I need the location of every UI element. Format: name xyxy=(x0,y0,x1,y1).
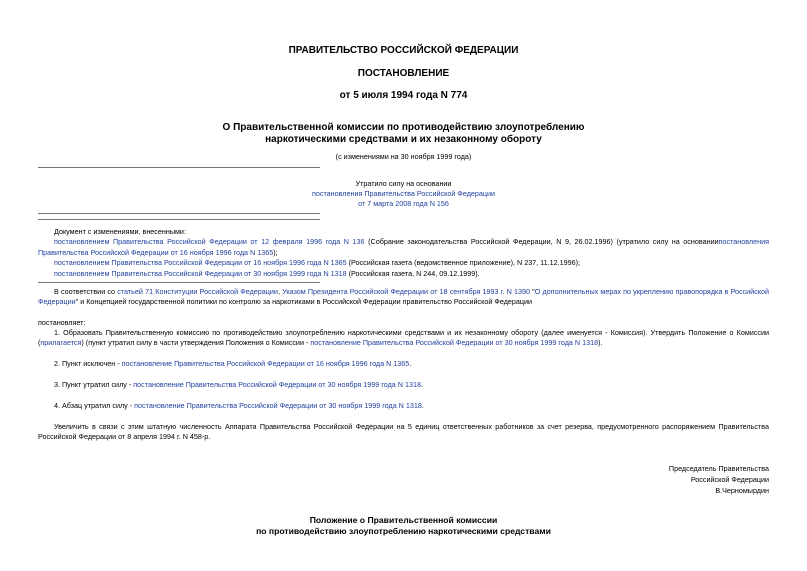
amendment-item-3 xyxy=(38,269,769,279)
appendix-title xyxy=(0,515,807,537)
paragraph-link[interactable]: постановление Правительства Российской Федерации от 16 ноября 1996 года N 1365 xyxy=(121,359,410,368)
preamble-text: " xyxy=(529,287,535,296)
appendix-title-line-2: по противодействию злоупотреблению наркотическими средствами xyxy=(256,526,551,536)
expired-link-1[interactable]: постановления Правительства Российской Федерации xyxy=(311,189,496,198)
amendment-link[interactable]: постановлением Правительства Российской Федерации от 12 февраля 1996 года N 136 xyxy=(54,237,365,247)
document-title xyxy=(0,122,807,146)
amendment-item-2 xyxy=(38,258,769,268)
paragraph-text: . xyxy=(421,401,424,410)
preamble-text: " и Концепцией государственной политики по контролю за наркотиками в Российской Федерации правительство Российской Федерации xyxy=(75,297,533,307)
signature-line-2: Российской Федерации xyxy=(690,475,769,484)
preamble xyxy=(38,287,769,308)
divider xyxy=(38,167,320,168)
paragraph-link[interactable]: постановление Правительства Российской Федерации от 30 ноября 1999 года N 1318 xyxy=(133,380,421,389)
signature-line-1: Председатель Правительства xyxy=(668,464,769,473)
paragraph-5: Увеличить в связи с этим штатную численность Аппарата Правительства Российской Федерации на 5 единиц ответственных работников за счет резерва, предусмотренного распоряжением Правительства Российской Федерации от 8 апреля 1994 г. N 458-р. xyxy=(38,422,769,442)
changes-note: (с изменениями на 30 ноября 1999 года) xyxy=(335,152,472,161)
preamble-text: В соответствии со xyxy=(54,287,118,296)
amendment-text: (Российская газета, N 244, 09.12.1999). xyxy=(346,268,480,278)
expired-text: Утратило силу на основании xyxy=(355,179,452,188)
amendment-item-1 xyxy=(38,237,769,258)
paragraph-text: 3. Пункт утратил силу - xyxy=(54,380,134,389)
paragraph-text: . xyxy=(409,359,412,368)
title-line-1: О Правительственной комиссии по противодействию злоупотреблению xyxy=(222,122,585,133)
preamble-link[interactable]: статьей 71 Конституции Российской Федерации xyxy=(117,287,278,296)
paragraph-link[interactable]: прилагается xyxy=(40,338,82,348)
amendment-text: (Российская газета (ведомственное приложение), N 237, 11.12.1996); xyxy=(346,258,581,268)
divider xyxy=(38,219,320,220)
paragraph-2 xyxy=(38,359,769,369)
resolves-label: постановляет: xyxy=(38,318,86,327)
title-line-2: наркотическими средствами и их незаконному обороту xyxy=(265,134,542,145)
expired-notice xyxy=(0,179,807,209)
amendment-link[interactable]: постановлением Правительства Российской Федерации от 30 ноября 1999 года N 1318 xyxy=(54,268,347,278)
signature-line-3: В.Черномырдин xyxy=(715,486,769,495)
amendment-text: (Собрание законодательства Российской Федерации, N 9, 26.02.1996) (утратило силу на основании xyxy=(364,237,719,247)
preamble-link[interactable]: О дополнительных мерах по укреплению правопорядка в Российской Федерации xyxy=(38,287,770,307)
amendments-block xyxy=(38,227,769,279)
paragraph-text: ). xyxy=(598,338,603,348)
amendment-link[interactable]: постановлением Правительства Российской Федерации от 16 ноября 1996 года N 1365 xyxy=(54,258,347,268)
paragraph-text: . xyxy=(420,380,423,389)
paragraph-text: 1. Образовать Правительственную комиссию по противодействию злоупотреблению наркотическими средствами и их незаконному обороту (далее именуется - Комиссия). Утвердить Положение о Комиссии ( xyxy=(38,328,769,348)
amendment-link[interactable]: постановления Правительства Российской Федерации от 16 ноября 1996 года N 1365 xyxy=(38,237,769,257)
paragraph-text: ) (пункт утратил силу в части утверждения Положения о Комиссии - xyxy=(81,338,311,348)
amendments-intro: Документ с изменениями, внесенными: xyxy=(54,227,186,236)
preamble-link[interactable]: Указом Президента Российской Федерации от 18 сентября 1993 г. N 1390 xyxy=(282,287,530,296)
paragraph-1 xyxy=(38,328,769,349)
divider xyxy=(38,282,320,283)
org-heading: ПРАВИТЕЛЬСТВО РОССИЙСКОЙ ФЕДЕРАЦИИ xyxy=(288,45,519,56)
expired-link-2[interactable]: от 7 марта 2008 года N 156 xyxy=(358,199,449,208)
paragraph-link[interactable]: постановление Правительства Российской Федерации от 30 ноября 1999 года N 1318 xyxy=(134,401,422,410)
appendix-title-line-1: Положение о Правительственной комиссии xyxy=(309,515,498,525)
paragraph-4 xyxy=(38,401,769,411)
date-number: от 5 июля 1994 года N 774 xyxy=(339,90,468,101)
signature-block xyxy=(669,463,769,496)
paragraph-text: 4. Абзац утратил силу - xyxy=(54,401,135,410)
doc-type-heading: ПОСТАНОВЛЕНИЕ xyxy=(357,68,450,79)
paragraph-3 xyxy=(38,380,769,390)
divider xyxy=(38,213,320,214)
preamble-text: , xyxy=(277,287,283,296)
amendment-text: ); xyxy=(273,247,278,257)
paragraph-text: 2. Пункт исключен - xyxy=(54,359,122,368)
paragraph-link[interactable]: постановление Правительства Российской Федерации от 30 ноября 1999 года N 1318 xyxy=(310,338,599,348)
